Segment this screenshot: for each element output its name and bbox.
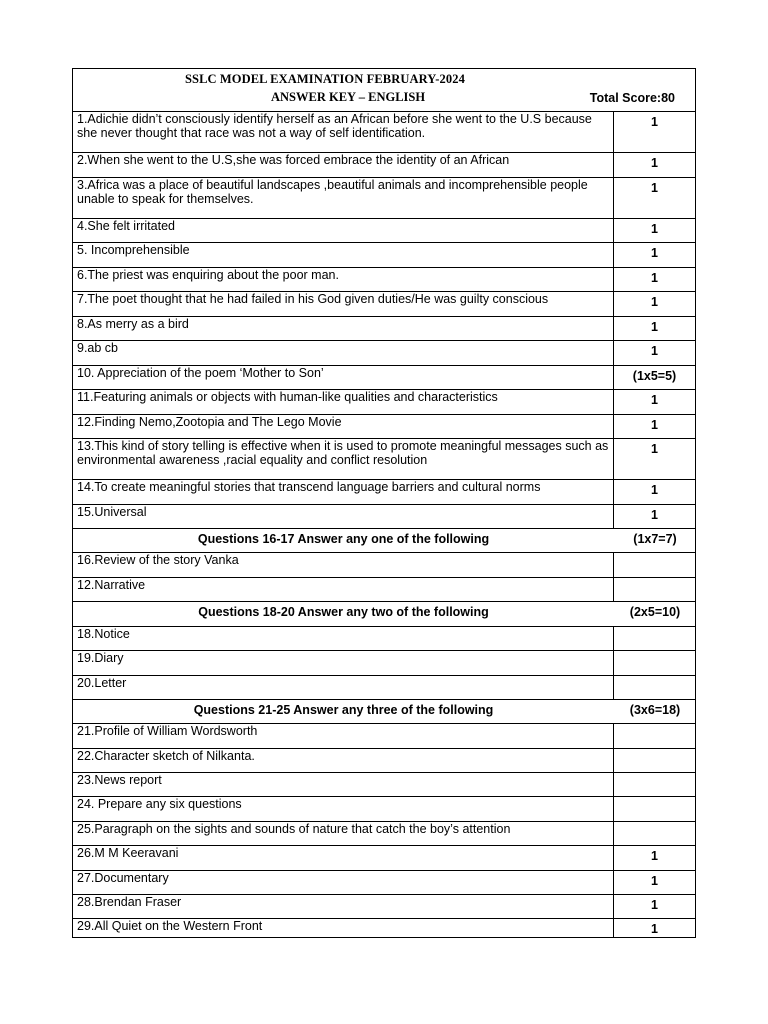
- answer-row: [73, 219, 696, 243]
- answer-row: [73, 627, 696, 651]
- answer-marks: [614, 797, 696, 822]
- answer-text: 2.When she went to the U.S,she was forced embrace the identity of an African: [73, 153, 614, 178]
- answer-text: 6.The priest was enquiring about the poor man.: [73, 268, 614, 292]
- answer-row: [73, 676, 696, 700]
- answer-marks: 1: [614, 505, 696, 529]
- answer-marks: 1: [614, 439, 696, 480]
- answer-row: [73, 112, 696, 153]
- answer-marks: 1: [614, 871, 696, 895]
- exam-title: SSLC MODEL EXAMINATION FEBRUARY-2024: [185, 72, 465, 86]
- answer-row: [73, 797, 696, 822]
- answer-text: 9.ab cb: [73, 341, 614, 366]
- answer-row: [73, 822, 696, 846]
- answer-row: [73, 390, 696, 415]
- answer-row: [73, 341, 696, 366]
- answer-row: [73, 895, 696, 919]
- answer-text: 14.To create meaningful stories that transcend language barriers and cultural norms: [73, 480, 614, 505]
- answer-marks: 1: [614, 153, 696, 178]
- answer-text: 22.Character sketch of Nilkanta.: [73, 749, 614, 773]
- answer-marks: [614, 627, 696, 651]
- answer-marks: 1: [614, 178, 696, 219]
- answer-text: 1.Adichie didn’t consciously identify herself as an African before she went to the U.S because she never thought that race was not a way of self identification.: [73, 112, 614, 153]
- answer-marks: 1: [614, 268, 696, 292]
- section-marks: (3x6=18): [629, 703, 681, 717]
- answer-row: [73, 178, 696, 219]
- answer-key-table: [72, 68, 696, 938]
- answer-text: 19.Diary: [73, 651, 614, 676]
- answer-marks: [614, 822, 696, 846]
- answer-text: 16.Review of the story Vanka: [73, 553, 614, 578]
- answer-marks: (1x5=5): [614, 366, 696, 390]
- answer-text: 11.Featuring animals or objects with human-like qualities and characteristics: [73, 390, 614, 415]
- answer-row: [73, 243, 696, 268]
- answer-text: 13.This kind of story telling is effective when it is used to promote meaningful messages such as environmental awareness ,racial equality and conflict resolution: [73, 439, 614, 480]
- answer-text: 8.As merry as a bird: [73, 317, 614, 341]
- answer-text: 21.Profile of William Wordsworth: [73, 724, 614, 749]
- answer-marks: 1: [614, 846, 696, 871]
- answer-text: 4.She felt irritated: [73, 219, 614, 243]
- answer-text: 26.M M Keeravani: [73, 846, 614, 871]
- header-row: [73, 69, 696, 112]
- answer-row: [73, 480, 696, 505]
- answer-row: [73, 366, 696, 390]
- answer-row: [73, 268, 696, 292]
- answer-marks: [614, 651, 696, 676]
- answer-text: 24. Prepare any six questions: [73, 797, 614, 822]
- answer-marks: [614, 773, 696, 797]
- answer-text: 5. Incomprehensible: [73, 243, 614, 268]
- answer-row: [73, 846, 696, 871]
- answer-marks: [614, 724, 696, 749]
- answer-text: 28.Brendan Fraser: [73, 895, 614, 919]
- answer-text: 15.Universal: [73, 505, 614, 529]
- answer-text: 27.Documentary: [73, 871, 614, 895]
- answer-row: [73, 317, 696, 341]
- answer-marks: [614, 676, 696, 700]
- answer-text: 10. Appreciation of the poem ‘Mother to Son’: [73, 366, 614, 390]
- section-title: Questions 21-25 Answer any three of the following: [193, 703, 494, 717]
- answer-row: [73, 578, 696, 602]
- answer-row: [73, 553, 696, 578]
- section-title: Questions 18-20 Answer any two of the following: [198, 605, 489, 619]
- answer-marks: [614, 749, 696, 773]
- answer-marks: 1: [614, 219, 696, 243]
- answer-row: [73, 773, 696, 797]
- answer-marks: 1: [614, 341, 696, 366]
- answer-text: 20.Letter: [73, 676, 614, 700]
- answer-text: 18.Notice: [73, 627, 614, 651]
- answer-marks: 1: [614, 243, 696, 268]
- answer-row: [73, 415, 696, 439]
- answer-row: [73, 919, 696, 938]
- answer-row: [73, 505, 696, 529]
- answer-marks: [614, 553, 696, 578]
- section-heading-row: [73, 700, 696, 724]
- section-heading-row: [73, 529, 696, 553]
- section-marks: (2x5=10): [629, 605, 681, 619]
- answer-row: [73, 749, 696, 773]
- answer-marks: 1: [614, 112, 696, 153]
- answer-text: 7.The poet thought that he had failed in his God given duties/He was guilty conscious: [73, 292, 614, 317]
- answer-marks: 1: [614, 390, 696, 415]
- section-heading-cell: [73, 700, 696, 724]
- section-marks: (1x7=7): [633, 532, 677, 546]
- answer-key-subtitle: ANSWER KEY – ENGLISH: [271, 90, 426, 104]
- section-heading-row: [73, 602, 696, 627]
- answer-row: [73, 439, 696, 480]
- section-heading-cell: [73, 529, 696, 553]
- answer-row: [73, 724, 696, 749]
- answer-marks: [614, 578, 696, 602]
- answer-text: 12.Finding Nemo,Zootopia and The Lego Movie: [73, 415, 614, 439]
- answer-marks: 1: [614, 317, 696, 341]
- answer-text: 23.News report: [73, 773, 614, 797]
- answer-marks: 1: [614, 292, 696, 317]
- total-score: Total Score:80: [589, 91, 675, 105]
- answer-marks: 1: [614, 919, 696, 938]
- answer-text: 29.All Quiet on the Western Front: [73, 919, 614, 938]
- answer-marks: 1: [614, 480, 696, 505]
- header-cell: [73, 69, 696, 112]
- answer-marks: 1: [614, 895, 696, 919]
- answer-row: [73, 153, 696, 178]
- answer-row: [73, 871, 696, 895]
- answer-row: [73, 651, 696, 676]
- section-heading-cell: [73, 602, 696, 627]
- answer-text: 25.Paragraph on the sights and sounds of nature that catch the boy’s attention: [73, 822, 614, 846]
- answer-text: 3.Africa was a place of beautiful landscapes ,beautiful animals and incomprehensible people unable to speak for themselves.: [73, 178, 614, 219]
- answer-text: 12.Narrative: [73, 578, 614, 602]
- answer-row: [73, 292, 696, 317]
- section-title: Questions 16-17 Answer any one of the following: [197, 532, 490, 546]
- answer-marks: 1: [614, 415, 696, 439]
